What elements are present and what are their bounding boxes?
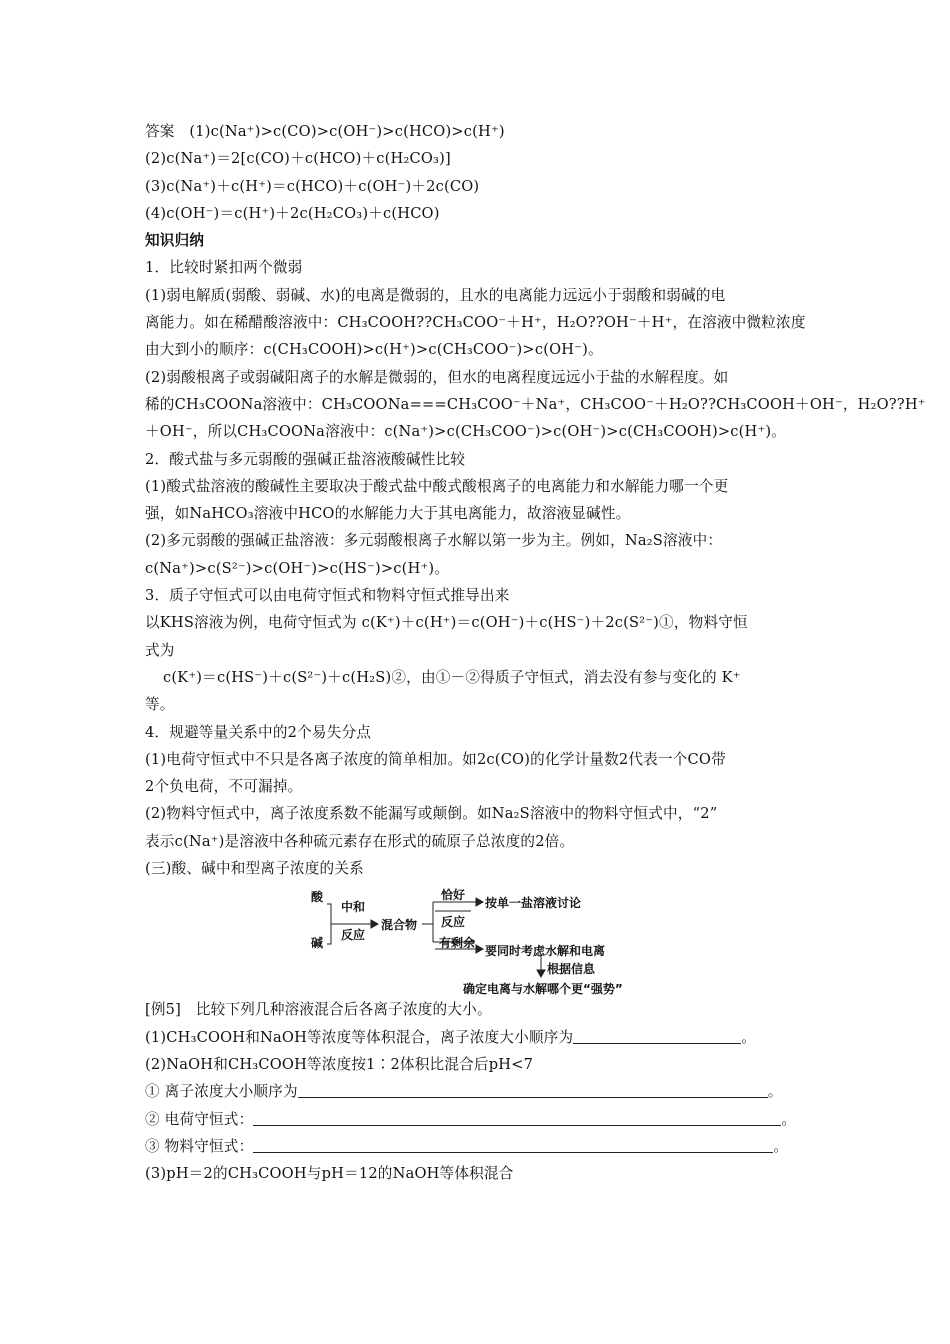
question-2-2-text: ② 电荷守恒式： bbox=[145, 1110, 254, 1128]
text-line: (2)多元弱酸的强碱正盐溶液：多元弱酸根离子水解以第一步为主。例如，Na₂S溶液中： bbox=[145, 532, 723, 550]
document-page bbox=[145, 118, 926, 1187]
neutralization-flow-diagram bbox=[145, 886, 810, 997]
question-2-2 bbox=[145, 1106, 810, 1133]
text-line: 由大到小的顺序：c(CH₃COOH)>c(H⁺)>c(CH₃COO⁻)>c(OH⁻)。 bbox=[145, 341, 603, 359]
diagram-connectors bbox=[145, 886, 810, 994]
text-line: 2个负电荷，不可漏掉。 bbox=[145, 778, 303, 796]
answer-blank-4[interactable] bbox=[253, 1136, 773, 1153]
period: 。 bbox=[781, 1110, 797, 1128]
text-line: 离能力。如在稀醋酸溶液中：CH₃COOH??CH₃COO⁻＋H⁺，H₂O??OH⁻＋H⁺，在溶液中微粒浓度 bbox=[145, 314, 806, 332]
text-line: (2)物料守恒式中，离子浓度系数不能漏写或颠倒。如Na₂S溶液中的物料守恒式中，“2” bbox=[145, 805, 718, 823]
answer-blank-2[interactable] bbox=[298, 1081, 768, 1098]
answer-line-2: (2)c(Na⁺)＝2[c(CO)＋c(HCO)＋c(H₂CO₃)] bbox=[145, 150, 451, 168]
point-4-title: 4．规避等量关系中的2个易失分点 bbox=[145, 723, 372, 741]
text-line: 强，如NaHCO₃溶液中HCO的水解能力大于其电离能力，故溶液显碱性。 bbox=[145, 505, 631, 523]
text-line: (1)酸式盐溶液的酸碱性主要取决于酸式盐中酸式酸根离子的电离能力和水解能力哪一个更 bbox=[145, 477, 729, 495]
subsection-title: (三)酸、碱中和型离子浓度的关系 bbox=[145, 860, 364, 878]
answer-line-4: (4)c(OH⁻)＝c(H⁺)＋2c(H₂CO₃)＋c(HCO) bbox=[145, 204, 440, 222]
question-2-3-text: ③ 物料守恒式： bbox=[145, 1137, 254, 1155]
base-label: 碱 bbox=[311, 936, 324, 951]
exact-bottom-label: 反应 bbox=[441, 915, 466, 930]
point-2-title: 2．酸式盐与多元弱酸的强碱正盐溶液酸碱性比较 bbox=[145, 450, 466, 468]
question-1 bbox=[145, 1024, 810, 1051]
question-2: (2)NaOH和CH₃COOH等浓度按1∶2体积比混合后pH<7 bbox=[145, 1055, 534, 1073]
text-line: 表示c(Na⁺)是溶液中各种硫元素存在形式的硫原子总浓度的2倍。 bbox=[145, 832, 575, 850]
determine-label: 确定电离与水解哪个更“强势” bbox=[463, 982, 623, 997]
single-salt-label: 按单一盐溶液讨论 bbox=[485, 896, 582, 911]
question-2-1 bbox=[145, 1078, 810, 1105]
text-line: 稀的CH₃COONa溶液中：CH₃COONa===CH₃COO⁻＋Na⁺，CH₃COO⁻＋H₂O??CH₃COOH＋OH⁻，H₂O??H⁺ bbox=[145, 395, 926, 413]
period: 。 bbox=[773, 1137, 789, 1155]
answer-blank-3[interactable] bbox=[253, 1109, 781, 1126]
text-line: (1)电荷守恒式中不只是各离子浓度的简单相加。如2c(CO)的化学计量数2代表一个CO带 bbox=[145, 750, 726, 768]
example-title: [例5] 比较下列几种溶液混合后各离子浓度的大小。 bbox=[145, 1001, 492, 1019]
neutralize-top-label: 中和 bbox=[341, 900, 366, 915]
question-3: (3)pH＝2的CH₃COOH与pH＝12的NaOH等体积混合 bbox=[145, 1165, 514, 1183]
section-heading: 知识归纳 bbox=[145, 232, 205, 250]
question-1-text: (1)CH₃COOH和NaOH等浓度等体积混合，离子浓度大小顺序为 bbox=[145, 1028, 574, 1046]
acid-label: 酸 bbox=[311, 890, 324, 905]
text-line: (1)弱电解质(弱酸、弱碱、水)的电离是微弱的，且水的电离能力远远小于弱酸和弱碱的电 bbox=[145, 286, 726, 304]
question-2-3 bbox=[145, 1133, 810, 1160]
text-line: 等。 bbox=[145, 696, 175, 714]
answer-line-3: (3)c(Na⁺)＋c(H⁺)＝c(HCO)＋c(OH⁻)＋2c(CO) bbox=[145, 177, 480, 195]
text-line: c(Na⁺)>c(S²⁻)>c(OH⁻)>c(HS⁻)>c(H⁺)。 bbox=[145, 559, 450, 577]
text-line: c(K⁺)＝c(HS⁻)＋c(S²⁻)＋c(H₂S)②，由①－②得质子守恒式，消去没有参与变化的 K⁺ bbox=[163, 668, 741, 686]
neutralize-bottom-label: 反应 bbox=[341, 928, 366, 943]
excess-label: 有剩余 bbox=[439, 936, 476, 951]
period: 。 bbox=[767, 1083, 783, 1101]
period: 。 bbox=[741, 1028, 757, 1046]
question-2-1-text: ① 离子浓度大小顺序为 bbox=[145, 1083, 298, 1101]
point-3-title: 3．质子守恒式可以由电荷守恒式和物料守恒式推导出来 bbox=[145, 587, 510, 605]
text-line: ＋OH⁻，所以CH₃COONa溶液中：c(Na⁺)>c(CH₃COO⁻)>c(OH⁻)>c(CH₃COOH)>c(H⁺)。 bbox=[145, 423, 787, 441]
text-line: 以KHS溶液为例，电荷守恒式为 c(K⁺)＋c(H⁺)＝c(OH⁻)＋c(HS⁻)＋2c(S²⁻)①，物料守恒 bbox=[145, 614, 748, 632]
answer-line-1: 答案 (1)c(Na⁺)>c(CO)>c(OH⁻)>c(HCO)>c(H⁺) bbox=[145, 123, 505, 140]
mixture-label: 混合物 bbox=[381, 918, 418, 933]
point-1-title: 1．比较时紧扣两个微弱 bbox=[145, 259, 303, 277]
exact-top-label: 恰好 bbox=[441, 888, 466, 903]
text-line: 式为 bbox=[145, 641, 175, 659]
text-line: (2)弱酸根离子或弱碱阳离子的水解是微弱的，但水的电离程度远远小于盐的水解程度。如 bbox=[145, 368, 729, 386]
answer-blank-1[interactable] bbox=[573, 1027, 741, 1044]
consider-both-label: 要同时考虑水解和电离 bbox=[485, 944, 606, 959]
by-info-label: 根据信息 bbox=[547, 962, 596, 977]
